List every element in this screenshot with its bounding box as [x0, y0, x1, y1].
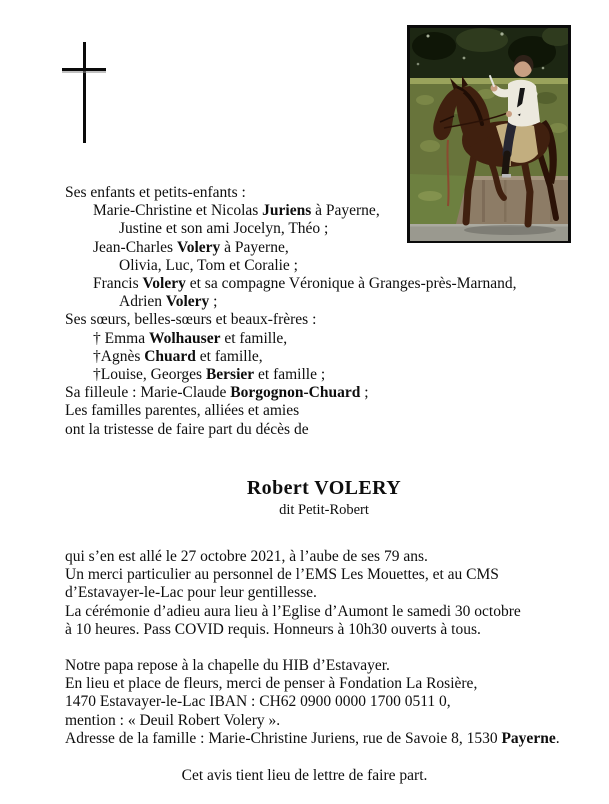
text-segment: . — [555, 729, 560, 747]
text-segment: Adrien — [119, 293, 166, 311]
text-line — [65, 366, 517, 384]
text-segment: Un merci particulier au personnel de l’EMS Les Mouettes, et au CMS — [65, 566, 499, 584]
text-line — [65, 657, 560, 675]
text-segment: d’Estavayer-le-Lac pour leur gentillesse. — [65, 584, 317, 602]
text-segment: Notre papa repose à la chapelle du HIB d’Estavayer. — [65, 657, 390, 674]
family-name-bold: Wolhauser — [148, 329, 221, 347]
text-line — [65, 202, 517, 220]
closing-statement: Cet avis tient lieu de lettre de faire part. — [181, 767, 428, 784]
text-segment: et famille, — [195, 347, 263, 365]
family-list — [65, 184, 517, 439]
text-line — [65, 584, 521, 602]
text-segment: Sa filleule : Marie-Claude — [65, 384, 231, 402]
text-line — [65, 621, 521, 639]
text-segment: † Emma — [93, 329, 149, 347]
text-segment: Francis — [93, 275, 143, 293]
family-name-bold: Volery — [142, 275, 186, 293]
text-line — [65, 421, 517, 439]
text-segment: †Agnès — [93, 347, 145, 365]
practical-information — [65, 657, 560, 748]
text-segment: Marie-Christine et Nicolas — [93, 202, 263, 220]
deceased-alias: dit Petit-Robert — [279, 502, 369, 518]
text-line — [65, 293, 517, 311]
text-line — [65, 402, 517, 420]
text-segment: †Louise, Georges — [93, 366, 206, 384]
text-segment: La cérémonie d’adieu aura lieu à l’Eglise d’Aumont le samedi 30 octobre — [65, 602, 521, 620]
deceased-name-block — [64, 476, 584, 519]
text-segment: 1470 Estavayer-le-Lac IBAN : CH62 0900 0000 1700 0511 0, — [65, 693, 451, 711]
text-line — [65, 220, 517, 238]
text-line — [65, 548, 521, 566]
text-segment: En lieu et place de fleurs, merci de penser à Fondation La Rosière, — [65, 675, 478, 693]
text-line — [65, 384, 517, 402]
cross-horizontal-bar — [62, 68, 106, 71]
text-segment: Olivia, Luc, Tom et Coralie ; — [119, 256, 298, 274]
text-segment: Justine et son ami Jocelyn, Théo ; — [119, 220, 329, 238]
ceremony-details — [65, 548, 521, 639]
text-segment: ; — [209, 293, 218, 311]
family-name-bold: Payerne — [501, 729, 556, 747]
text-segment: mention : « Deuil Robert Volery ». — [65, 711, 281, 729]
text-line — [65, 603, 521, 621]
text-segment: ont la tristesse de faire part du décès de — [65, 420, 309, 438]
text-line — [65, 693, 560, 711]
text-line — [65, 257, 517, 275]
deceased-name: Robert VOLERY — [246, 477, 402, 499]
text-line — [65, 675, 560, 693]
text-segment: et sa compagne Véronique à Granges-près-Marnand, — [185, 275, 517, 293]
family-name-bold: Chuard — [144, 347, 196, 365]
text-line — [65, 330, 517, 348]
text-line — [65, 184, 517, 202]
family-name-bold: Juriens — [262, 202, 312, 220]
family-name-bold: Volery — [165, 293, 210, 311]
text-segment: Les familles parentes, alliées et amies — [65, 402, 300, 420]
text-segment: à 10 heures. Pass COVID requis. Honneurs à 10h30 ouverts à tous. — [65, 620, 481, 638]
text-line — [65, 311, 517, 329]
text-line — [65, 275, 517, 293]
text-segment: Jean-Charles — [93, 238, 177, 256]
text-segment: Ses sœurs, belles-sœurs et beaux-frères : — [65, 311, 317, 329]
text-segment: Adresse de la famille : Marie-Christine Juriens, rue de Savoie 8, 1530 — [65, 729, 502, 747]
text-line — [65, 239, 517, 257]
family-name-bold: Volery — [176, 238, 221, 256]
family-name-bold: Borgognon-Chuard — [230, 384, 361, 402]
family-name-bold: Bersier — [205, 366, 255, 384]
text-segment: et famille, — [220, 329, 288, 347]
text-segment: Ses enfants et petits-enfants : — [65, 184, 246, 201]
text-segment: ; — [360, 384, 369, 402]
cross-vertical-bar — [83, 42, 86, 143]
text-line — [65, 730, 560, 748]
text-line — [65, 348, 517, 366]
text-segment: à Payerne, — [311, 202, 380, 220]
text-line — [65, 712, 560, 730]
text-segment: à Payerne, — [220, 238, 289, 256]
text-line — [65, 566, 521, 584]
text-segment: et famille ; — [254, 366, 326, 384]
text-segment: qui s’en est allé le 27 octobre 2021, à l’aube de ses 79 ans. — [65, 548, 428, 565]
